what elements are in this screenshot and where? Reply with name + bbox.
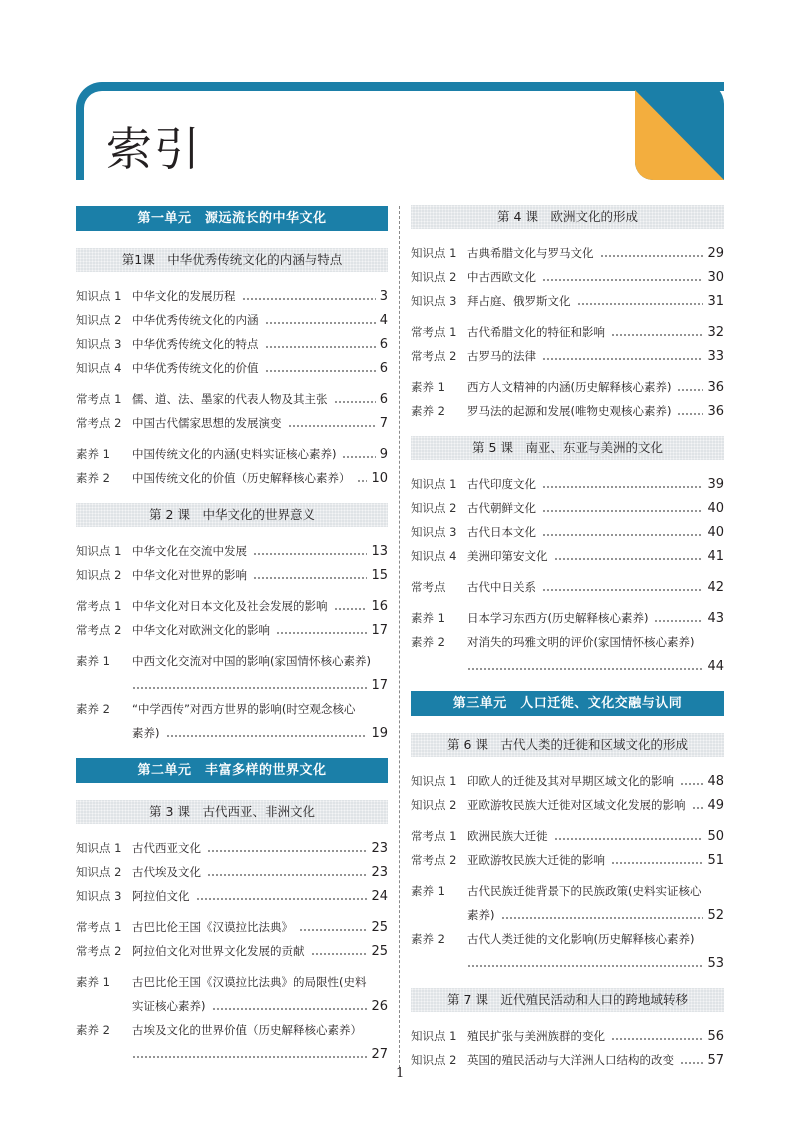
dot-leader [132,687,367,689]
entry-label: 知识点 2 [76,865,122,879]
entry-page: 6 [379,360,388,376]
entry-page: 7 [379,415,388,431]
entry-title: 古代朝鲜文化 [467,501,536,515]
dot-leader [276,632,367,634]
entry-label: 知识点 1 [76,289,122,303]
dot-leader [611,1038,703,1040]
index-entry[interactable] [411,496,724,520]
entry-page: 13 [371,543,388,559]
entry-group [76,284,388,380]
lesson-section [411,205,724,423]
entry-group [411,472,724,568]
entry-page: 48 [707,773,724,789]
lesson-section [76,248,388,490]
dot-leader [212,1008,368,1010]
entry-title: 中西文化交流对中国的影响(家国情怀核心素养) [132,654,371,668]
entry-page: 29 [707,245,724,261]
entry-title: 欧洲民族大迁徙 [467,829,548,843]
dot-leader [542,589,703,591]
entry-page: 40 [707,524,724,540]
entry-label: 常考点 2 [76,623,122,637]
index-entry[interactable] [76,563,388,587]
entry-title: 儒、道、法、墨家的代表人物及其主张 [132,392,328,406]
entry-label: 素养 2 [411,635,445,649]
entry-title: 古代日本文化 [467,525,536,539]
entry-label: 常考点 2 [411,349,457,363]
entry-title: 亚欧游牧民族大迁徙的影响 [467,853,605,867]
entry-label: 常考点 2 [411,853,457,867]
index-entry[interactable] [411,472,724,496]
entry-label: 知识点 3 [411,294,457,308]
entry-page: 19 [371,725,388,741]
entry-title: 古代民族迁徙背景下的民族政策(史料实证核心 [467,884,702,898]
entry-title: 日本学习东西方(历史解释核心素养) [467,611,649,625]
entry-title: 中华文化的发展历程 [132,289,236,303]
dot-leader [342,456,375,458]
entry-group [411,769,724,817]
index-header [76,82,724,180]
index-entry[interactable] [76,939,388,963]
dot-leader [467,965,703,967]
entry-group [76,539,388,587]
entry-title: 古巴比伦王国《汉谟拉比法典》的局限性(史料 [132,975,367,989]
entry-title: 古典希腊文化与罗马文化 [467,246,594,260]
dot-leader [577,303,704,305]
entry-page: 40 [707,500,724,516]
dot-leader [654,620,703,622]
index-entry-continuation [76,1042,388,1066]
entry-label: 素养 1 [76,447,110,461]
entry-group [411,241,724,313]
entry-label: 知识点 1 [76,544,122,558]
entry-page: 6 [379,336,388,352]
index-entry-continuation [411,654,724,678]
entry-label: 常考点 1 [76,920,122,934]
index-entry[interactable] [76,649,388,673]
entry-title: 中华文化在交流中发展 [132,544,247,558]
index-entry[interactable] [411,544,724,568]
entry-title: 西方人文精神的内涵(历史解释核心素养) [467,380,672,394]
index-column-left [76,206,388,1079]
entry-page: 25 [371,919,388,935]
entry-page: 36 [707,403,724,419]
entry-label: 知识点 3 [411,525,457,539]
dot-leader [299,929,367,931]
entry-label: 素养 1 [76,975,110,989]
entry-title: 古代希腊文化的特征和影响 [467,325,605,339]
index-entry[interactable] [411,769,724,793]
entry-title: 中国古代儒家思想的发展演变 [132,416,282,430]
unit-heading: 第二单元 丰富多样的世界文化 [76,758,388,783]
entry-label: 常考点 1 [411,325,457,339]
entry-group [411,879,724,975]
entry-page: 53 [707,955,724,971]
entry-title: 古代人类迁徙的文化影响(历史解释核心素养) [467,932,695,946]
index-entry[interactable] [76,332,388,356]
entry-label: 知识点 1 [411,774,457,788]
dot-leader [677,413,703,415]
lesson-section [76,800,388,1066]
unit-heading: 第一单元 源远流长的中华文化 [76,206,388,231]
index-entry[interactable] [411,927,724,951]
entry-label: 素养 2 [76,1023,110,1037]
index-entry[interactable] [411,344,724,368]
entry-title: 中国传统文化的价值（历史解释核心素养） [132,471,351,485]
dot-leader [611,334,703,336]
entry-title-continued: 素养) [132,726,160,740]
entry-label: 素养 1 [76,654,110,668]
corner-decoration [635,82,724,180]
entry-label: 知识点 3 [76,337,122,351]
dot-leader [692,807,704,809]
dot-leader [334,401,376,403]
entry-title: 中华文化对欧洲文化的影响 [132,623,270,637]
index-entry[interactable] [411,265,724,289]
dot-leader [242,298,376,300]
entry-group [76,836,388,908]
entry-group [76,970,388,1066]
entry-page: 39 [707,476,724,492]
entry-page: 36 [707,379,724,395]
index-entry[interactable] [76,860,388,884]
entry-label: 知识点 2 [411,1053,457,1067]
entry-title: 对消失的玛雅文明的评价(家国情怀核心素养) [467,635,695,649]
entry-page: 56 [707,1028,724,1044]
entry-label: 素养 2 [411,404,445,418]
index-entry-continuation [76,994,388,1018]
entry-page: 33 [707,348,724,364]
entry-title: 中华文化对日本文化及社会发展的影响 [132,599,328,613]
entry-title: 印欧人的迁徙及其对早期区域文化的影响 [467,774,674,788]
entry-group [411,824,724,872]
entry-label: 知识点 1 [411,1029,457,1043]
entry-title: 古代中日关系 [467,580,536,594]
entry-label: 常考点 1 [76,599,122,613]
dot-leader [554,838,704,840]
entry-page: 30 [707,269,724,285]
dot-leader [611,862,703,864]
index-entry[interactable] [76,1018,388,1042]
entry-page: 44 [707,658,724,674]
entry-label: 素养 1 [411,884,445,898]
entry-group [411,575,724,599]
index-entry[interactable] [411,824,724,848]
entry-page: 15 [371,567,388,583]
entry-label: 常考点 1 [411,829,457,843]
entry-group [411,320,724,368]
entry-label: 知识点 4 [76,361,122,375]
lesson-section [411,436,724,678]
dot-leader [265,322,376,324]
lesson-heading: 第 2 课 中华文化的世界意义 [76,503,388,527]
index-entry[interactable] [411,289,724,313]
entry-title: 中华优秀传统文化的价值 [132,361,259,375]
dot-leader [501,917,704,919]
dot-leader [253,553,367,555]
dot-leader [600,255,704,257]
lesson-heading: 第 6 课 古代人类的迁徙和区域文化的形成 [411,733,724,757]
entry-group [76,915,388,963]
entry-title: 古代埃及文化 [132,865,201,879]
dot-leader [265,346,376,348]
entry-group [411,606,724,678]
entry-label: 常考点 1 [76,392,122,406]
entry-title: 古罗马的法律 [467,349,536,363]
entry-page: 17 [371,677,388,693]
dot-leader [680,1062,703,1064]
index-entry[interactable] [76,618,388,642]
entry-page: 25 [371,943,388,959]
dot-leader [677,389,703,391]
index-entry[interactable] [411,399,724,423]
index-entry[interactable] [76,442,388,466]
entry-title: 英国的殖民活动与大洋洲人口结构的改变 [467,1053,674,1067]
lesson-section [76,503,388,745]
index-entry[interactable] [76,356,388,380]
entry-title: 美洲印第安文化 [467,549,548,563]
dot-leader [542,279,703,281]
lesson-heading: 第 7 课 近代殖民活动和人口的跨地域转移 [411,988,724,1012]
index-entry[interactable] [411,520,724,544]
entry-page: 17 [371,622,388,638]
index-entry[interactable] [411,630,724,654]
entry-page: 32 [707,324,724,340]
index-entry[interactable] [411,575,724,599]
dot-leader [680,783,703,785]
lesson-heading: 第1课 中华优秀传统文化的内涵与特点 [76,248,388,272]
entry-label: 素养 2 [76,702,110,716]
index-entry[interactable] [411,793,724,817]
unit-heading: 第三单元 人口迁徙、文化交融与认同 [411,691,724,716]
index-entry[interactable] [411,606,724,630]
lesson-heading: 第 4 课 欧洲文化的形成 [411,205,724,229]
entry-page: 57 [707,1052,724,1068]
entry-title: 古代西亚文化 [132,841,201,855]
index-entry[interactable] [411,1048,724,1072]
entry-label: 素养 2 [76,471,110,485]
entry-page: 50 [707,828,724,844]
dot-leader [207,850,367,852]
entry-label: 知识点 3 [76,889,122,903]
entry-label: 知识点 2 [411,270,457,284]
dot-leader [265,370,376,372]
entry-title: 阿拉伯文化 [132,889,190,903]
entry-page: 9 [379,446,388,462]
entry-label: 素养 2 [411,932,445,946]
dot-leader [166,735,368,737]
entry-label: 素养 1 [411,380,445,394]
index-entry[interactable] [411,1024,724,1048]
dot-leader [196,898,368,900]
entry-label: 知识点 1 [411,246,457,260]
entry-group [411,375,724,423]
entry-label: 知识点 1 [76,841,122,855]
entry-page: 26 [371,998,388,1014]
index-column-right [411,205,724,1085]
entry-page: 23 [371,840,388,856]
index-entry[interactable] [411,848,724,872]
index-entry[interactable] [76,308,388,332]
entry-page: 24 [371,888,388,904]
dot-leader [288,425,376,427]
dot-leader [542,534,703,536]
entry-page: 6 [379,391,388,407]
entry-label: 常考点 2 [76,944,122,958]
entry-title: “中学西传”对西方世界的影响(时空观念核心 [132,702,356,716]
entry-page: 51 [707,852,724,868]
index-entry-continuation [411,903,724,927]
dot-leader [542,510,703,512]
index-entry[interactable] [76,539,388,563]
entry-page: 52 [707,907,724,923]
entry-label: 常考点 [411,580,446,594]
entry-title: 古代印度文化 [467,477,536,491]
entry-page: 10 [371,470,388,486]
index-entry-continuation [76,721,388,745]
lesson-section [411,988,724,1072]
entry-group [76,387,388,435]
entry-label: 知识点 1 [411,477,457,491]
lesson-heading: 第 5 课 南亚、东亚与美洲的文化 [411,436,724,460]
entry-title-continued: 素养) [467,908,495,922]
column-divider [399,206,400,1068]
lesson-section [411,733,724,975]
entry-page: 41 [707,548,724,564]
page-number: 1 [396,1066,405,1081]
entry-page: 42 [707,579,724,595]
dot-leader [542,486,703,488]
entry-title: 中华文化对世界的影响 [132,568,247,582]
entry-page: 16 [371,598,388,614]
dot-leader [467,668,703,670]
dot-leader [132,1056,367,1058]
dot-leader [554,558,704,560]
index-entry[interactable] [411,375,724,399]
entry-page: 27 [371,1046,388,1062]
index-entry[interactable] [411,320,724,344]
index-entry[interactable] [76,884,388,908]
entry-label: 常考点 2 [76,416,122,430]
entry-group [76,594,388,642]
entry-page: 4 [379,312,388,328]
entry-label: 知识点 2 [411,501,457,515]
index-entry[interactable] [76,970,388,994]
entry-title: 殖民扩张与美洲族群的变化 [467,1029,605,1043]
entry-title: 中国传统文化的内涵(史料实证核心素养) [132,447,337,461]
index-entry[interactable] [76,284,388,308]
index-entry[interactable] [76,387,388,411]
dot-leader [207,874,367,876]
dot-leader [542,358,703,360]
entry-page: 31 [707,293,724,309]
index-entry[interactable] [76,697,388,721]
page-title: 索引 [106,122,202,176]
entry-group [76,649,388,745]
index-entry[interactable] [411,879,724,903]
index-entry[interactable] [76,594,388,618]
index-entry-continuation [76,673,388,697]
entry-title: 中华优秀传统文化的内涵 [132,313,259,327]
entry-page: 23 [371,864,388,880]
entry-title: 古巴比伦王国《汉谟拉比法典》 [132,920,293,934]
dot-leader [357,480,368,482]
dot-leader [253,577,367,579]
index-entry[interactable] [411,241,724,265]
entry-group [411,1024,724,1072]
entry-page: 3 [379,288,388,304]
entry-title-continued: 实证核心素养) [132,999,206,1013]
entry-group [76,442,388,490]
lesson-heading: 第 3 课 古代西亚、非洲文化 [76,800,388,824]
entry-title: 中华优秀传统文化的特点 [132,337,259,351]
entry-title: 罗马法的起源和发展(唯物史观核心素养) [467,404,672,418]
index-entry[interactable] [76,411,388,435]
entry-title: 阿拉伯文化对世界文化发展的贡献 [132,944,305,958]
entry-title: 拜占庭、俄罗斯文化 [467,294,571,308]
entry-label: 知识点 2 [76,313,122,327]
entry-label: 知识点 4 [411,549,457,563]
entry-label: 知识点 2 [411,798,457,812]
entry-page: 49 [707,797,724,813]
index-entry[interactable] [76,915,388,939]
dot-leader [311,953,368,955]
index-entry-continuation [411,951,724,975]
entry-title: 中古西欧文化 [467,270,536,284]
index-entry[interactable] [76,836,388,860]
entry-title: 亚欧游牧民族大迁徙对区域文化发展的影响 [467,798,686,812]
index-entry[interactable] [76,466,388,490]
dot-leader [334,608,368,610]
entry-label: 知识点 2 [76,568,122,582]
entry-label: 素养 1 [411,611,445,625]
entry-title: 古埃及文化的世界价值（历史解释核心素养） [132,1023,362,1037]
entry-page: 43 [707,610,724,626]
